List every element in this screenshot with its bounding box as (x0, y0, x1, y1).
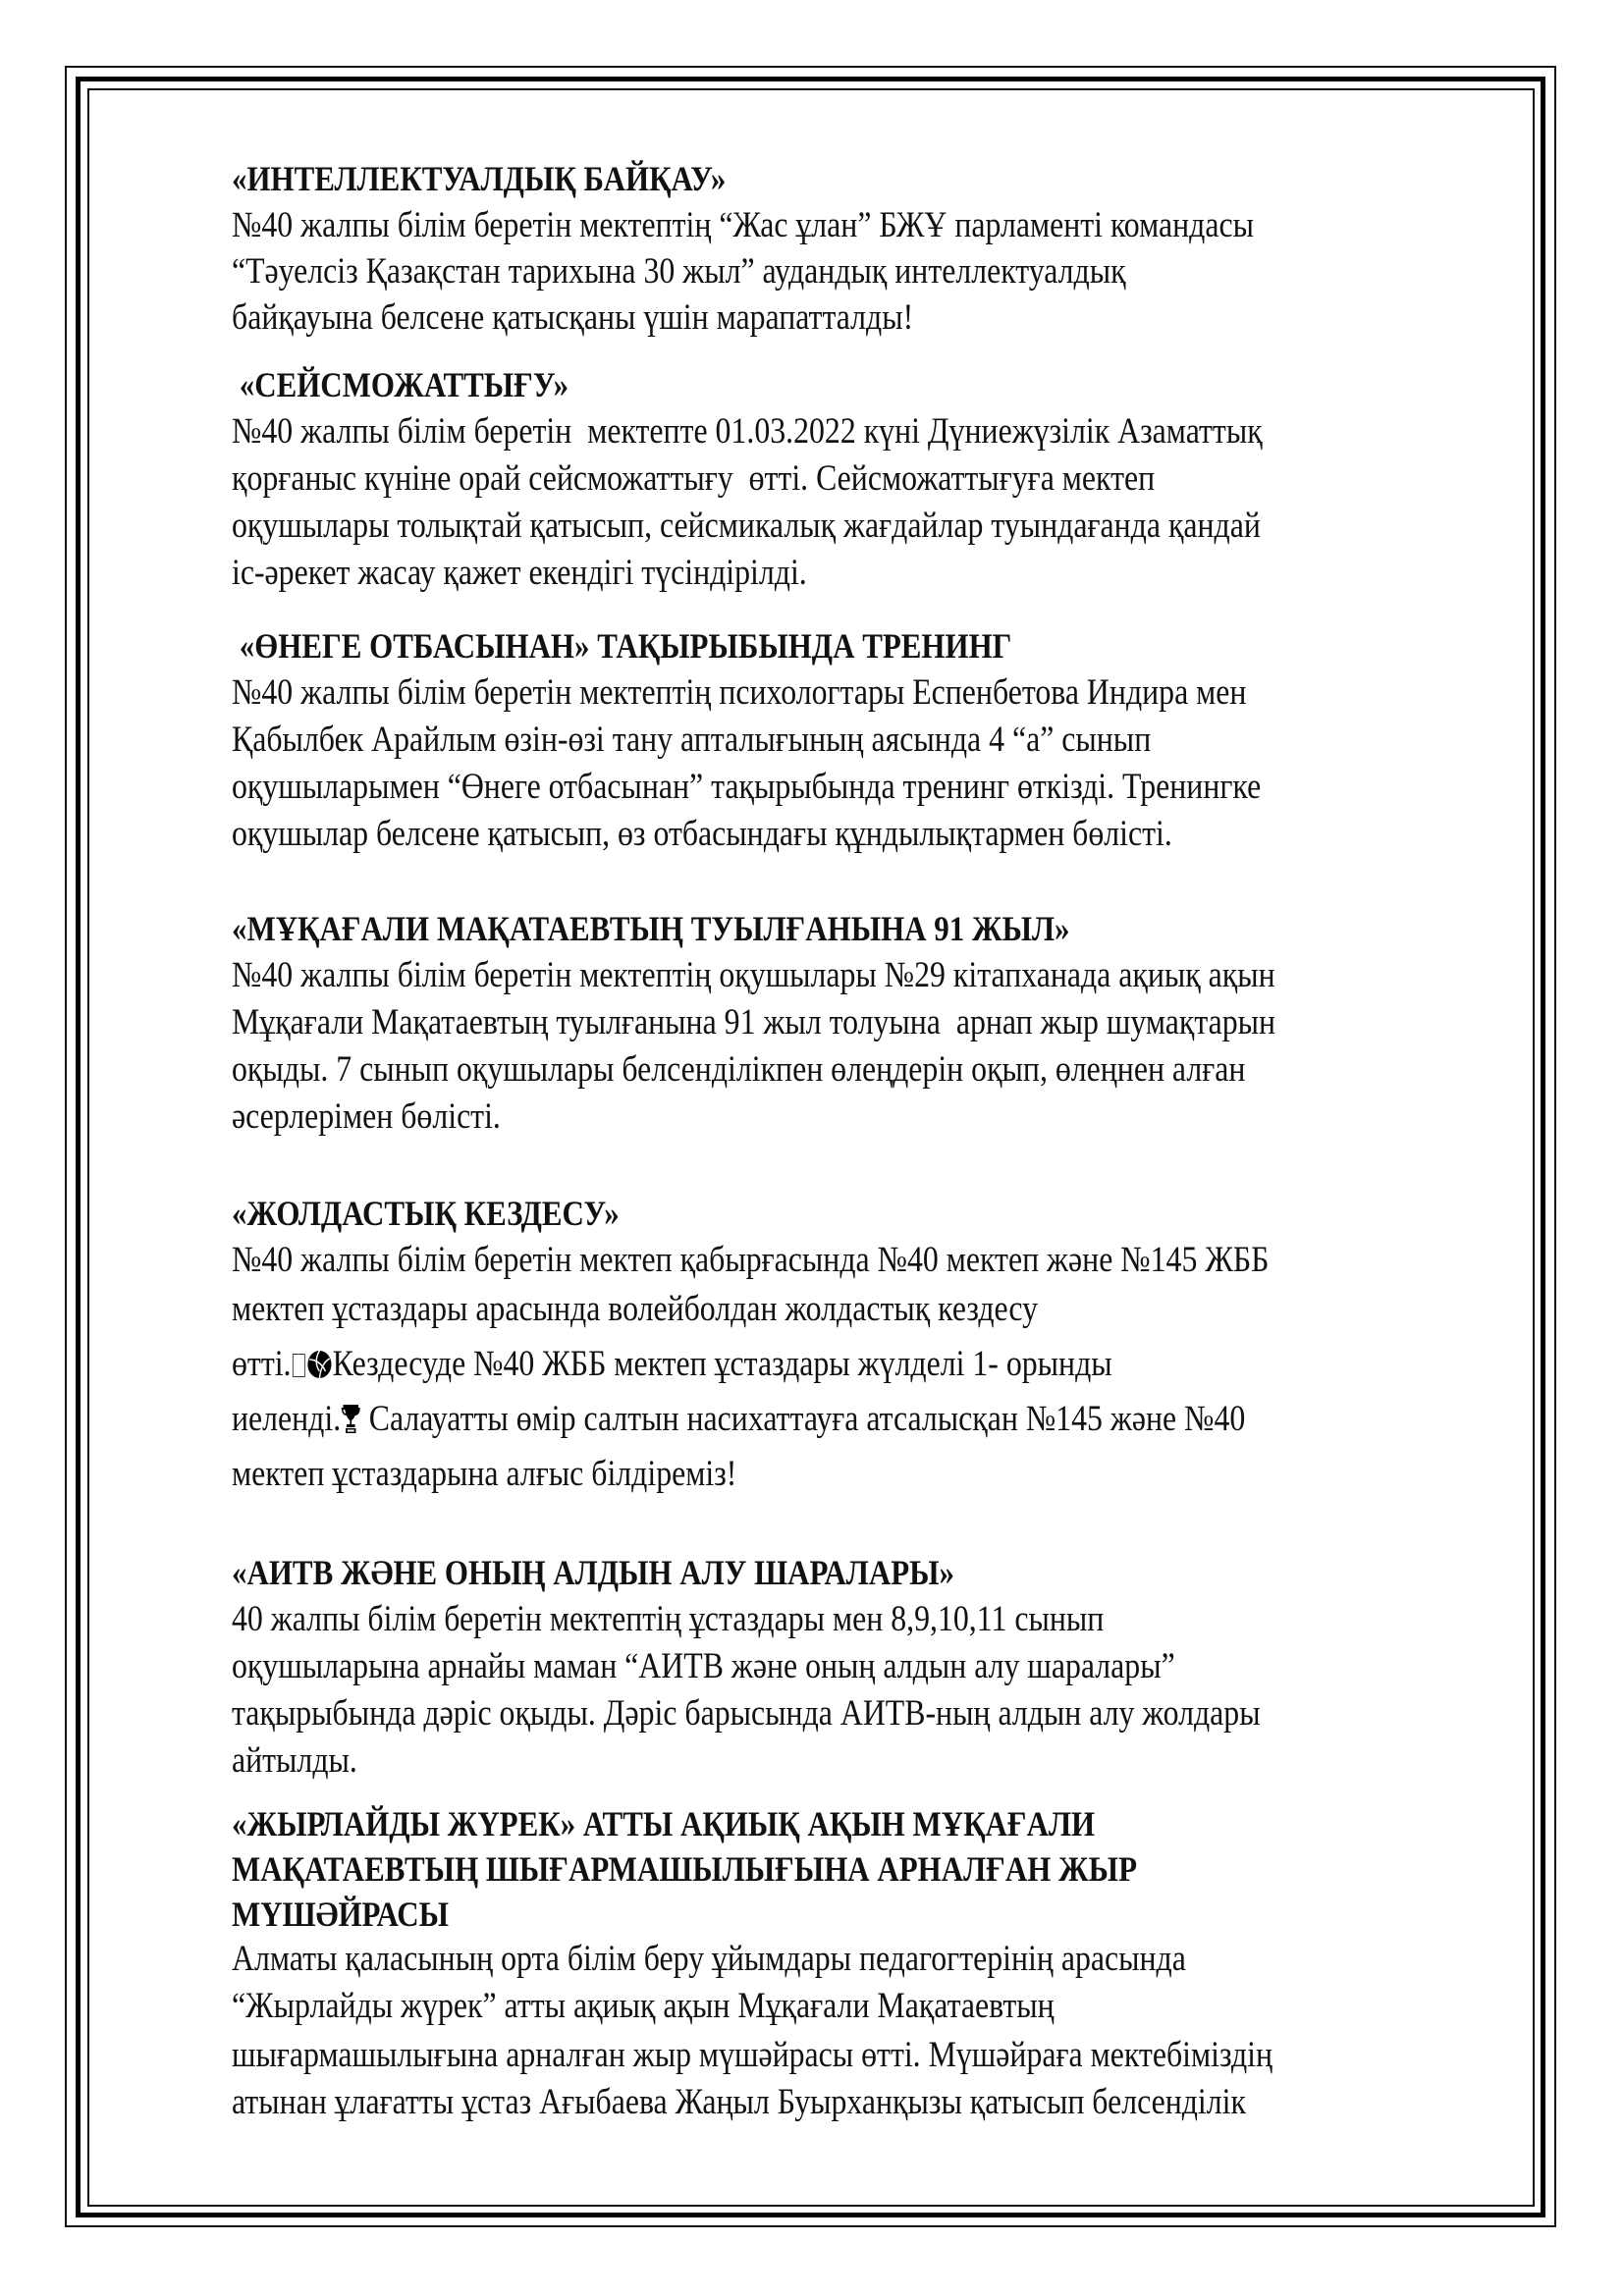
paragraph-line: мектеп ұстаздары арасында волейболдан жолдастық кездесу (232, 1289, 1039, 1329)
paragraph-line: әсерлерімен бөлісті. (232, 1096, 501, 1137)
section-title: «СЕЙСМОЖАТТЫҒУ» (232, 365, 569, 404)
paragraph-line: “Тәуелсіз Қазақстан тарихына 30 жыл” аудандық интеллектуалдық (232, 251, 1126, 292)
paragraph-line: №40 жалпы білім беретін мектеп қабырғасында №40 мектеп және №145 ЖББ (232, 1240, 1270, 1280)
line-text: Кездесуде №40 ЖББ мектеп ұстаздары жүлделі 1- орынды (332, 1344, 1112, 1384)
section-title: «АИТВ ЖӘНЕ ОНЫҢ АЛДЫН АЛУ ШАРАЛАРЫ» (232, 1553, 955, 1592)
line-text: Салауатты өмір салтын насихаттауға атсалысқан №145 және №40 (360, 1399, 1246, 1439)
section-title: «ЖЫРЛАЙДЫ ЖҮРЕК» АТТЫ АҚИЫҚ АҚЫН МҰҚАҒАЛИ (232, 1804, 1096, 1843)
paragraph-line (232, 1398, 1245, 1445)
paragraph-line: оқушыларына арнайы маман “АИТВ және оның алдын алу шаралары” (232, 1646, 1175, 1686)
paragraph-line: №40 жалпы білім беретін мектепте 01.03.2022 күні Дүниежүзілік Азаматтық (232, 411, 1263, 452)
paragraph-line: мектеп ұстаздарына алғыс білдіреміз! (232, 1454, 737, 1494)
paragraph-line: қорғаныс күніне орай сейсможаттығу өтті. Сейсможаттығуға мектеп (232, 458, 1156, 499)
section-title: «ИНТЕЛЛЕКТУАЛДЫҚ БАЙҚАУ» (232, 159, 727, 198)
paragraph-line: №40 жалпы білім беретін мектептің оқушылары №29 кітапханада ақиық ақын (232, 955, 1275, 995)
paragraph-line: іс-әрекет жасау қажет екендігі түсіндірілді. (232, 553, 807, 593)
line-text: өтті. (232, 1344, 292, 1384)
paragraph-line: Қабылбек Арайлым өзін-өзі тану апталығының аясында 4 “а” сынып (232, 720, 1152, 760)
paragraph-line: №40 жалпы білім беретін мектептің психологтары Еспенбетова Индира мен (232, 672, 1247, 713)
paragraph-line: шығармашылығына арналған жыр мүшәйрасы өтті. Мүшәйраға мектебіміздің (232, 2035, 1273, 2075)
paragraph-line: оқушыларымен “Өнеге отбасынан” тақырыбында тренинг өткізді. Тренингке (232, 767, 1262, 807)
volleyball-icon (307, 1347, 333, 1390)
paragraph-line: №40 жалпы білім беретін мектептің “Жас ұлан” БЖҰ парламенті командасы (232, 205, 1255, 245)
section-title: МҮШӘЙРАСЫ (232, 1895, 450, 1934)
line-text: иеленді. (232, 1399, 342, 1439)
section-title: «ӨНЕГЕ ОТБАСЫНАН» ТАҚЫРЫБЫНДА ТРЕНИНГ (232, 626, 1012, 666)
paragraph-line: оқушылары толықтай қатысып, сейсмикалық жағдайлар туындағанда қандай (232, 506, 1261, 546)
paragraph-line: айтылды. (232, 1740, 357, 1781)
missing-glyph-icon (293, 1354, 305, 1377)
paragraph-line: Мұқағали Мақатаевтың туылғанына 91 жыл толуына арнап жыр шумақтарын (232, 1002, 1276, 1042)
paragraph-line: тақырыбында дәріс оқыды. Дәріс барысында АИТВ-ның алдын алу жолдары (232, 1693, 1261, 1734)
paragraph-line: Алматы қаласының орта білім беру ұйымдары педагогтерінің арасында (232, 1939, 1186, 1979)
paragraph-line: оқыды. 7 сынып оқушылары белсенділікпен өлеңдерін оқып, өлеңнен алған (232, 1049, 1246, 1090)
paragraph-line (232, 1343, 1112, 1390)
paragraph-line: “Жырлайды жүрек” атты ақиық ақын Мұқағали Мақатаевтың (232, 1986, 1055, 2026)
section-title: «ЖОЛДАСТЫҚ КЕЗДЕСУ» (232, 1194, 620, 1233)
section-title: «МҰҚАҒАЛИ МАҚАТАЕВТЫҢ ТУЫЛҒАНЫНА 91 ЖЫЛ» (232, 909, 1070, 948)
trophy-icon (341, 1402, 361, 1445)
paragraph-line: оқушылар белсене қатысып, өз отбасындағы құндылықтармен бөлісті. (232, 814, 1172, 854)
section-title: МАҚАТАЕВТЫҢ ШЫҒАРМАШЫЛЫҒЫНА АРНАЛҒАН ЖЫР (232, 1849, 1137, 1889)
paragraph-line: байқауына белсене қатысқаны үшін марапатталды! (232, 297, 914, 338)
paragraph-line: атынан ұлағатты ұстаз Ағыбаева Жаңыл Буырханқызы қатысып белсенділік (232, 2082, 1246, 2122)
paragraph-line: 40 жалпы білім беретін мектептің ұстаздары мен 8,9,10,11 сынып (232, 1599, 1105, 1639)
